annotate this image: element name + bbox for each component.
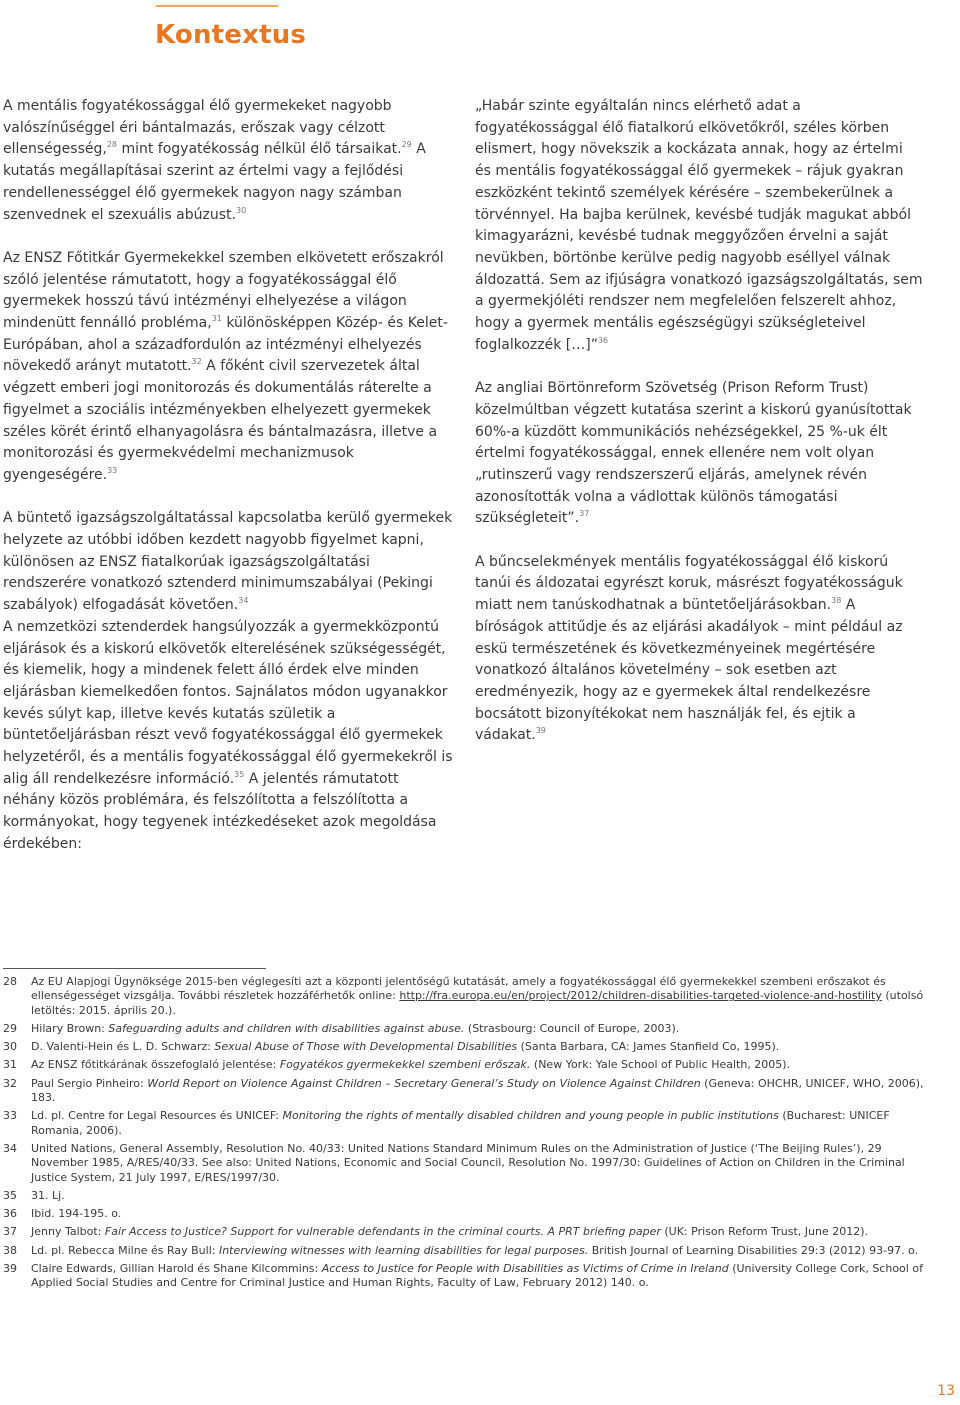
footnote-ref-30[interactable]: 30 bbox=[235, 205, 247, 215]
footnote-34: 34 United Nations, General Assembly, Resolution No. 40/33: United Nations Standard Minimum Rules on the Administration of Justice (‘The Beijing Rules’), 29 November 1985, A/RES/40/33. See also: United Nations, Economic and Social Council, Resolution No. 1997/30: Guidelines of Action on Children in the Criminal Justice System, 21 July 1997, E/RES/1997/30. bbox=[3, 1141, 905, 1184]
footnote-ref-35[interactable]: 35 bbox=[234, 769, 245, 779]
paragraph-3: A büntető igazságszolgáltatással kapcsolatba kerülő gyermekek helyzete az utóbbi időben kezdett nagyobb figyelmet kapni, különösen az ENSZ fiatalkorúak igazságszolgáltatási rendszerére vonatkozó sztenderd minimumszabályai (Pekingi szabályok) elfogadását követően.$^{34}$ bbox=[3, 510, 453, 614]
footnote-31: 31 Az ENSZ főtitkárának összefoglaló jelentése: Fogyatékos gyermekekkel szembeni erőszak. (New York: Yale School of Public Health, 2005). bbox=[3, 1058, 791, 1072]
paragraph-6: A bűncselekmények mentális fogyatékossággal élő kiskorú tanúi és áldozatai egyrészt koruk, másrészt fogyatékosságuk miatt nem tanúskodhatnak a büntetőeljárásokban.$^{38}$ A bíróságok attitűdje és az eljárási akadályok – mint például az eskü természetének és következményeinek megértésére vonatkozó általános követelmény – sok esetben azt eredményezik, hogy az e gyermekek által rendelkezésre bocsátott bizonyítékokat nem használják fel, és ejtik a vádakat.$^{39}$ bbox=[475, 553, 903, 744]
paragraph-2: Az ENSZ Főtitkár Gyermekekkel szemben elkövetett erőszakról szóló jelentése rámutatott, hogy a fogyatékossággal élő gyermekek hosszú távú intézményi elhelyezése a világon mindenütt fennálló probléma,$^{31}$ különösképpen Közép- és Kelet-Európában, ahol a századfordulón az intézményi elhelyezés növekedő arányt mutatott.$^{32}$ A főként civil szervezetek által végzett emberi jogi monitorozás és dokumentálás ráterelte a figyelmet a szociális intézményekben elhelyezett gyermekek széles körét érintő elhanyagolásra és bántalmazásra, illetve a monitorozási és gyermekvédelmi mechanizmusok gyengeségére.$^{33}$ bbox=[3, 249, 448, 483]
footnote-ref-38[interactable]: 38 bbox=[831, 596, 842, 606]
footnote-ref-34[interactable]: 34 bbox=[238, 596, 249, 606]
footnote-ref-29[interactable]: 29 bbox=[401, 140, 412, 150]
paragraph-1: A mentális fogyatékossággal élő gyermekeket nagyobb valószínűséggel éri bántalmazás, erőszak vagy célzott ellenségesség,$^{28}$ mint fogyatékosság nélkül élő társaikat.$^{29}$ A kutatás megállapításai szerint az értelmi vagy a fejlődési rendellenességgel élő gyermekek nagyon nagy számban szenvednek el szexuális abúzust.$^{30}$ bbox=[3, 98, 426, 223]
footnote-ref-31[interactable]: 31 bbox=[211, 314, 222, 324]
footnotes bbox=[3, 975, 925, 1295]
footnote-ref-36[interactable]: 36 bbox=[597, 335, 609, 345]
footnote-ref-39[interactable]: 39 bbox=[535, 726, 546, 736]
quote-paragraph: „Habár szinte egyáltalán nincs elérhető adat a fogyatékossággal élő fiatalkorú elkövetőkről, széles körben elismert, hogy növekszik a kockázata annak, hogy az értelmi és mentális fogyatékossággal élő gyermekek – rájuk gyakran eszközként tekintő személyek kérésére – szembekerülnek a törvénnyel. Ha bajba kerülnek, kevésbé tudják magukat abból kimagyarázni, kevésbé tudnak meggyőzően érvelni a saját nevükben, börtönbe kerülve pedig nagyobb eséllyel válnak áldozattá. Sem az ifjúságra vonatkozó igazságszolgáltatás, sem a gyermekjóléti rendszer nem megfelelően felszerelt ahhoz, hogy a gyermek mentális egészségügyi szükségleteivel foglalkozzék […]”$^{36}$ bbox=[475, 98, 923, 353]
footnote-38: 38 Ld. pl. Rebecca Milne és Ray Bull: Interviewing witnesses with learning disabilities for legal purposes. British Journal of Learning Disabilities 29:3 (2012) 93-97. o. bbox=[3, 1243, 919, 1257]
page-title: Kontextus bbox=[155, 20, 307, 50]
footnote-37: 37 Jenny Talbot: Fair Access to Justice? Support for vulnerable defendants in the criminal courts. A PRT briefing paper (UK: Prison Reform Trust, June 2012). bbox=[3, 1225, 869, 1239]
footnote-ref-32[interactable]: 32 bbox=[191, 357, 202, 367]
footnote-ref-28[interactable]: 28 bbox=[106, 140, 118, 150]
accent-rule bbox=[156, 5, 278, 7]
footnote-ref-33[interactable]: 33 bbox=[107, 465, 118, 475]
footnote-divider bbox=[3, 968, 266, 969]
paragraph-4: A nemzetközi sztenderdek hangsúlyozzák a gyermekközpontú eljárások és a kiskorú elkövetők elterelésének szükségességét, és kiemelik, hogy a mindenek felett álló érdek elve minden eljárásban kiemelkedően fontos. Sajnálatos módon ugyanakkor kevés súlyt kap, illetve kevés kutatás születik a büntetőeljárásban részt vevő fogyatékossággal élő gyermekek helyzetéről, és a mentális fogyatékossággal élő gyermekekről is alig áll rendelkezésre információ.$^{35}$ A jelentés rámutatott néhány közös problémára, és felszólította a felszólította a kormányokat, hogy tegyenek intézkedéseket azok megoldása érdekében: bbox=[3, 618, 453, 852]
footnote-29: 29 Hilary Brown: Safeguarding adults and children with disabilities against abuse. (Strasbourg: Council of Europe, 2003). bbox=[3, 1021, 680, 1035]
left-column bbox=[3, 96, 453, 877]
right-column bbox=[475, 96, 923, 769]
footnote-30: 30 D. Valenti-Hein és L. D. Schwarz: Sexual Abuse of Those with Developmental Disabilities (Santa Barbara, CA: James Stanfield Co, 1995). bbox=[3, 1040, 780, 1054]
footnote-39: 39 Claire Edwards, Gillian Harold és Shane Kilcommins: Access to Justice for People with Disabilities as Victims of Crime in Ireland (University College Cork, School of Applied Social Studies and Centre for Criminal Justice and Human Rights, Faculty of Law, February 2012) 140. o. bbox=[3, 1262, 923, 1290]
fra-link[interactable]: http://fra.europa.eu/en/project/2012/children-disabilities-targeted-violence-and-hostility bbox=[399, 989, 882, 1003]
page-number: 13 bbox=[937, 1383, 955, 1399]
footnote-28: 28 Az EU Alapjogi Ügynöksége 2015-ben véglegesíti azt a központi jelentőségű kutatását, amely a fogyatékossággal élő gyermekekkel szembeni erőszakot és ellenségességet vizsgálja. További részletek hozzáférhetők online: http://fra.europa.eu/en/project/2012/children-disabilities-targeted-violence-and-hostility (utolsó letöltés: 2015. április 20.). bbox=[3, 975, 924, 1017]
footnote-35: 35 31. Lj. bbox=[3, 1188, 65, 1202]
footnote-ref-37[interactable]: 37 bbox=[579, 509, 590, 519]
paragraph-5: Az angliai Börtönreform Szövetség (Prison Reform Trust) közelmúltban végzett kutatása szerint a kiskorú gyanúsítottak 60%-a küzdött kommunikációs nehézségekkel, 25 %-uk élt értelmi fogyatékossággal, ennek ellenére nem volt olyan „rutinszerű vagy rendszerszerű eljárás, amelynek révén azonosították volna a vádlottak különös támogatási szükségleteit”.$^{37}$ bbox=[475, 380, 912, 527]
footnote-33: 33 Ld. pl. Centre for Legal Resources és UNICEF: Monitoring the rights of mentally disabled children and young people in public institutions (Bucharest: UNICEF Romania, 2006). bbox=[3, 1109, 890, 1137]
footnote-32: 32 Paul Sergio Pinheiro: World Report on Violence Against Children – Secretary General’s Study on Violence Against Children (Geneva: OHCHR, UNICEF, WHO, 2006), 183. bbox=[3, 1076, 924, 1105]
footnote-36: 36 Ibid. 194-195. o. bbox=[3, 1207, 122, 1221]
